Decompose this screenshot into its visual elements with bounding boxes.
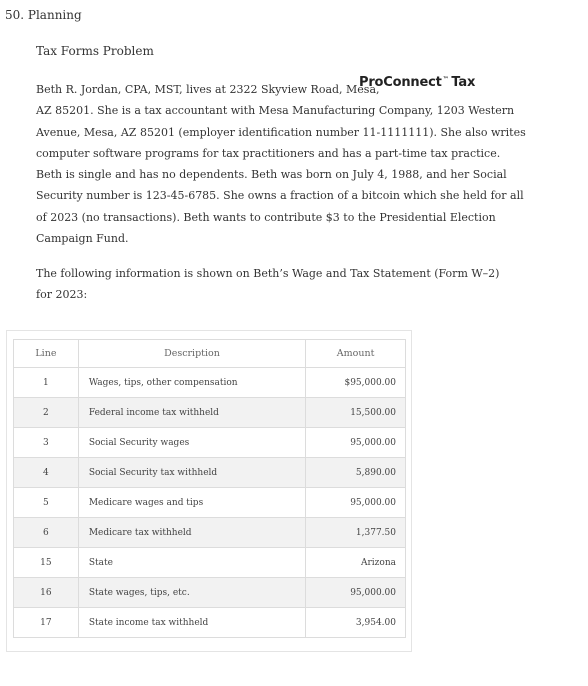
w2-table-container: [6, 330, 412, 652]
table-row: [14, 548, 406, 578]
cell-line: 17: [14, 608, 79, 638]
cell-amount: Arizona: [306, 548, 406, 578]
table-row: [14, 398, 406, 428]
description-line: Beth is single and has no dependents. Beth was born on July 4, 1988, and her Social: [36, 168, 507, 182]
brand-name: ProConnect: [359, 75, 442, 90]
table-row: [14, 488, 406, 518]
description-line: Beth R. Jordan, CPA, MST, lives at 2322 Skyview Road, Mesa,: [36, 83, 380, 96]
problem-description: [36, 79, 526, 249]
cell-line: 4: [14, 458, 79, 488]
table-row: [14, 458, 406, 488]
table-row: [14, 518, 406, 548]
header-amount: Amount: [306, 340, 406, 368]
cell-description: State income tax withheld: [78, 608, 305, 638]
brand-trademark: ™: [442, 75, 449, 83]
table-header-row: [14, 340, 406, 368]
cell-line: 5: [14, 488, 79, 518]
description-line: computer software programs for tax practitioners and has a part-time tax practice.: [36, 146, 501, 160]
cell-amount: 15,500.00: [306, 398, 406, 428]
cell-description: Medicare wages and tips: [78, 488, 305, 518]
table-row: [14, 578, 406, 608]
w2-intro-line: for 2023:: [36, 288, 88, 302]
description-line: Avenue, Mesa, AZ 85201 (employer identification number 11-1111111). She also writes: [36, 125, 526, 139]
section-title: Tax Forms Problem: [36, 44, 154, 58]
header-line: Line: [14, 340, 79, 368]
cell-description: State wages, tips, etc.: [78, 578, 305, 608]
cell-amount: 5,890.00: [306, 458, 406, 488]
description-line: of 2023 (no transactions). Beth wants to contribute $3 to the Presidential Election: [36, 210, 496, 224]
brand-suffix: Tax: [451, 75, 476, 90]
cell-description: Wages, tips, other compensation: [78, 368, 305, 398]
w2-table: [13, 339, 406, 638]
cell-amount: 95,000.00: [306, 488, 406, 518]
cell-amount: 95,000.00: [306, 578, 406, 608]
description-line: Security number is 123-45-6785. She owns a fraction of a bitcoin which she held for all: [36, 189, 524, 203]
table-row: [14, 608, 406, 638]
cell-description: Social Security tax withheld: [78, 458, 305, 488]
cell-line: 1: [14, 368, 79, 398]
cell-amount: $95,000.00: [306, 368, 406, 398]
problem-number: 50. Planning: [5, 8, 82, 22]
cell-description: Social Security wages: [78, 428, 305, 458]
header-description: Description: [78, 340, 305, 368]
cell-amount: 3,954.00: [306, 608, 406, 638]
description-line: Campaign Fund.: [36, 232, 129, 246]
cell-line: 6: [14, 518, 79, 548]
cell-amount: 95,000.00: [306, 428, 406, 458]
table-row: [14, 428, 406, 458]
cell-line: 3: [14, 428, 79, 458]
cell-line: 16: [14, 578, 79, 608]
cell-amount: 1,377.50: [306, 518, 406, 548]
cell-description: Federal income tax withheld: [78, 398, 305, 428]
cell-line: 2: [14, 398, 79, 428]
cell-line: 15: [14, 548, 79, 578]
cell-description: State: [78, 548, 305, 578]
w2-intro-line: The following information is shown on Beth’s Wage and Tax Statement (Form W–2): [36, 267, 500, 280]
table-row: [14, 368, 406, 398]
description-line: AZ 85201. She is a tax accountant with Mesa Manufacturing Company, 1203 Western: [36, 104, 515, 118]
w2-intro: [36, 263, 500, 306]
cell-description: Medicare tax withheld: [78, 518, 305, 548]
